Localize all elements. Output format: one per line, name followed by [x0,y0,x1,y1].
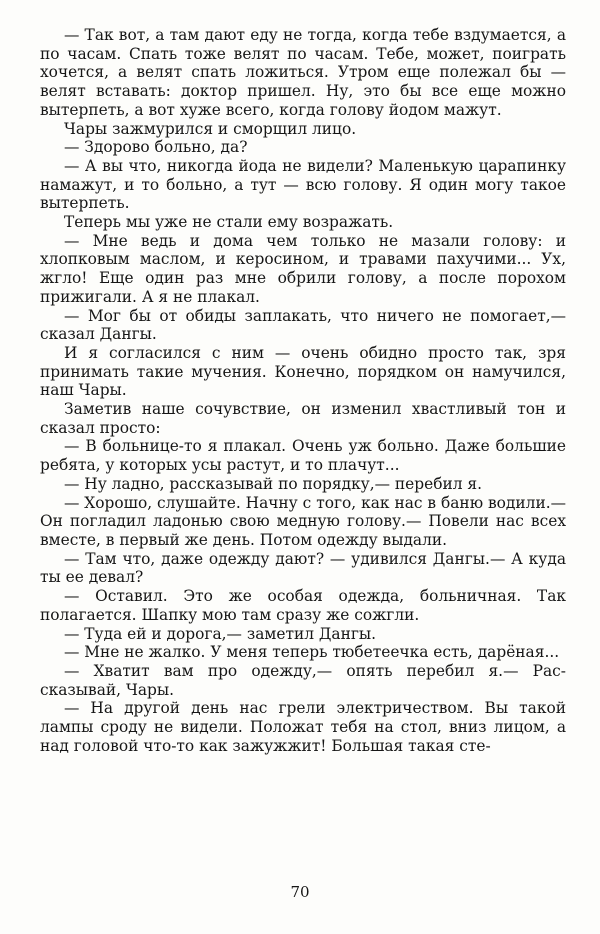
paragraph: — Мне не жалко. У меня теперь тюбетеечка есть, дарёная... [64,643,560,662]
paragraph: — Мне ведь и дома чем только не мазали голову: и хлопковым маслом, и керосином, и травами пахучими... Ух, жгло! Еще один раз мне обрили голову, а после порохом прижигали. А я не плакал. [40,231,566,306]
paragraph: Заметив наше сочувствие, он изменил хвастливый тон и сказал просто: [40,400,566,437]
paragraph: — А вы что, никогда йода не видели? Маленькую царапинку намажут, и то больно, а тут — всю голову. Я один могу такое вытерпеть. [40,156,566,213]
paragraph: — Туда ей и дорога,— заметил Дангы. [64,624,377,643]
paragraph: — Хватит вам про одежду,— опять перебил я.— Рассказывай, Чары. [40,661,566,699]
paragraph: И я согласился с ним — очень обидно просто так, зря принимать такие мучения. Конечно, порядком он намучился, наш Чары. [40,343,566,400]
paragraph: — В больнице-то я плакал. Очень уж больно. Даже большие ребята, у которых усы растут, и то плачут... [40,437,566,475]
paragraph: — Ну ладно, рассказывай по порядку,— перебил я. [64,474,483,493]
page-number: 70 [290,883,310,901]
paragraph: — Оставил. Это же особая одежда, больничная. Так полагается. Шапку мою там сразу же сожгли. [40,587,566,624]
paragraph: — Здорово больно, да? [64,138,248,157]
paragraph: — Так вот, а там дают еду не тогда, когда тебе вздумается, а по часам. Спать тоже велят по часам. Тебе, может, поиграть хочется, а велят спать ложиться. Утром еще полежал бы — велят вставать: доктор пришел. Ну, это бы все еще можно вытерпеть, а вот хуже всего, когда голову йодом мажут. [40,26,566,119]
paragraph: — Мог бы от обиды заплакать, что ничего не помогает,— сказал Дангы. [40,306,566,344]
text-body [40,26,566,755]
paragraph: Теперь мы уже не стали ему возражать. [64,213,394,232]
paragraph: — На другой день нас грели электричеством. Вы такой лампы сроду не видели. Положат тебя на стол, вниз лицом, а над головой что-то как зажужжит! Большая такая сте- [40,699,566,755]
paragraph: — Там что, даже одежду дают? — удивился Дангы.— А куда ты ее девал? [40,549,566,587]
paragraph: Чары зажмурился и сморщил лицо. [64,119,357,138]
paragraph: — Хорошо, слушайте. Начну с того, как нас в баню водили.— Он погладил ладонью свою медную голову.— Повели нас всех вместе, в первый же день. Потом одежду выдали. [40,493,566,549]
